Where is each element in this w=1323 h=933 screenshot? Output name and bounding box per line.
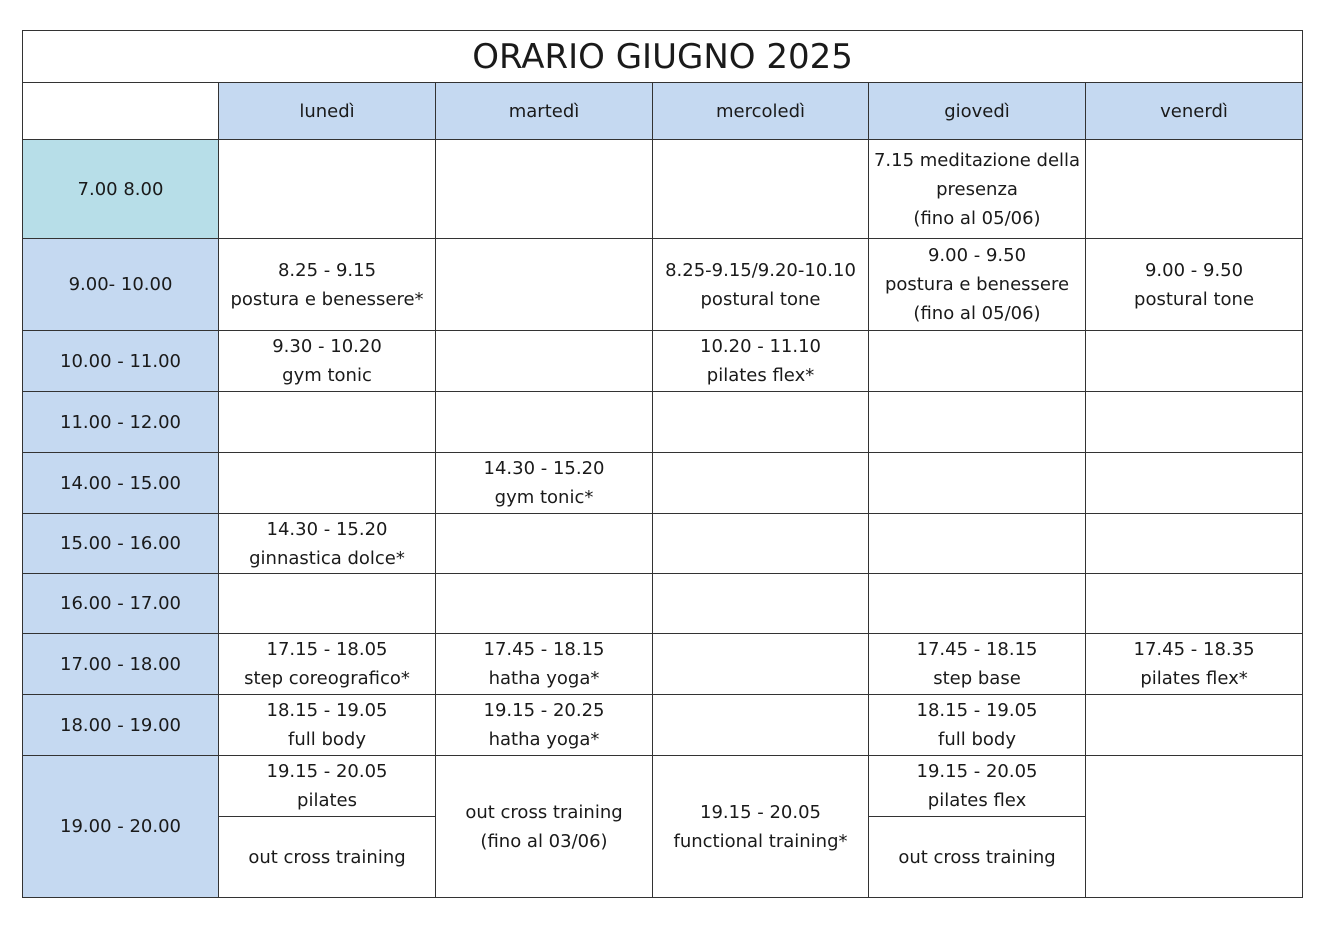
class-cell-empty [653, 634, 869, 695]
class-cell [219, 239, 436, 331]
class-cell-line: 14.30 - 15.20 [266, 518, 388, 540]
class-cell [1086, 239, 1303, 331]
class-cell [219, 331, 436, 392]
class-cell-empty [219, 453, 436, 514]
class-cell [869, 239, 1086, 331]
class-cell-line: pilates flex [927, 790, 1027, 811]
day-header-giovedi: giovedì [869, 83, 1086, 140]
class-cell-line: functional training* [673, 830, 848, 852]
class-cell [869, 756, 1086, 817]
class-cell-line: 8.25-9.15/9.20-10.10 [665, 259, 856, 281]
class-cell-line: 19.15 - 20.05 [916, 761, 1038, 782]
class-cell-line: 17.45 - 18.15 [916, 639, 1038, 660]
class-cell-empty [653, 140, 869, 239]
class-cell-line: 18.15 - 19.05 [916, 700, 1038, 721]
class-cell-line: pilates [297, 790, 357, 811]
class-cell-empty [436, 239, 653, 331]
time-slot-label: 7.00 8.00 [23, 140, 219, 239]
class-cell-empty [1086, 392, 1303, 453]
class-cell-empty [653, 453, 869, 514]
class-cell-line: full body [288, 729, 366, 750]
class-cell [436, 695, 653, 756]
class-cell-line: 9.00 - 9.50 [927, 245, 1027, 266]
day-header-martedi: martedì [436, 83, 653, 140]
class-cell-line: postura e benessere* [230, 288, 424, 310]
time-slot-label: 19.00 - 20.00 [23, 756, 219, 898]
class-cell-line: 17.45 - 18.15 [483, 639, 605, 660]
schedule-title: ORARIO GIUGNO 2025 [23, 31, 1303, 83]
class-cell [1086, 634, 1303, 695]
class-cell-empty [1086, 331, 1303, 392]
class-cell-empty [436, 140, 653, 239]
class-cell-empty [436, 574, 653, 634]
class-cell-line: 7.15 meditazione della [873, 149, 1081, 171]
day-header-venerdi: venerdì [1086, 83, 1303, 140]
class-cell-empty [653, 695, 869, 756]
time-slot-label: 14.00 - 15.00 [23, 453, 219, 514]
time-slot-label: 10.00 - 11.00 [23, 331, 219, 392]
time-slot-label: 15.00 - 16.00 [23, 514, 219, 574]
class-cell-line: presenza [936, 178, 1018, 200]
class-cell-line: pilates flex* [1140, 668, 1248, 689]
class-cell-empty [653, 392, 869, 453]
class-cell [869, 817, 1086, 898]
class-cell-line: postura e benessere [884, 274, 1070, 295]
class-cell-empty [653, 574, 869, 634]
class-cell-line: 9.30 - 10.20 [272, 336, 382, 357]
day-header-lunedi: lunedì [219, 83, 436, 140]
class-cell-line: 14.30 - 15.20 [483, 458, 605, 479]
class-cell-line: step coreografico* [244, 668, 410, 689]
class-cell-line: pilates flex* [706, 365, 815, 386]
class-cell [219, 514, 436, 574]
time-slot-label: 9.00- 10.00 [23, 239, 219, 331]
class-cell-empty [653, 514, 869, 574]
class-cell-line: 19.15 - 20.05 [266, 761, 388, 782]
class-cell [869, 695, 1086, 756]
class-cell-empty [869, 574, 1086, 634]
class-cell-line: 19.15 - 20.25 [483, 700, 605, 721]
day-header-mercoledi: mercoledì [653, 83, 869, 140]
class-cell-empty [1086, 574, 1303, 634]
class-cell-empty [436, 331, 653, 392]
class-cell-line: 18.15 - 19.05 [266, 700, 388, 721]
class-cell-line: (fino al 05/06) [913, 207, 1041, 229]
class-cell-line: hatha yoga* [488, 729, 600, 750]
class-cell [219, 695, 436, 756]
class-cell-line: 19.15 - 20.05 [700, 801, 821, 823]
class-cell [436, 756, 653, 898]
class-cell-line: 9.00 - 9.50 [1144, 259, 1244, 281]
class-cell-line: ginnastica dolce* [249, 547, 405, 569]
class-cell [653, 756, 869, 898]
class-cell [436, 453, 653, 514]
class-cell-line: 17.15 - 18.05 [266, 639, 388, 660]
time-slot-label: 18.00 - 19.00 [23, 695, 219, 756]
class-cell-line: (fino al 03/06) [480, 830, 608, 852]
class-cell-line: out cross training [248, 846, 406, 868]
class-cell [436, 634, 653, 695]
class-cell-line: hatha yoga* [488, 668, 600, 689]
class-cell [869, 140, 1086, 239]
class-cell-empty [219, 574, 436, 634]
class-cell-line: postural tone [1134, 288, 1255, 310]
class-cell-line: full body [938, 729, 1016, 750]
class-cell-line: gym tonic [282, 365, 372, 386]
class-cell-empty [219, 140, 436, 239]
class-cell [869, 634, 1086, 695]
class-cell-empty [1086, 756, 1303, 898]
time-slot-label: 16.00 - 17.00 [23, 574, 219, 634]
class-cell-empty [1086, 695, 1303, 756]
class-cell-empty [869, 392, 1086, 453]
class-cell-line: out cross training [898, 846, 1056, 868]
class-cell-empty [869, 331, 1086, 392]
class-cell-empty [436, 392, 653, 453]
class-cell [653, 239, 869, 331]
class-cell [219, 634, 436, 695]
class-cell [219, 756, 436, 817]
class-cell-empty [436, 514, 653, 574]
schedule-table [22, 30, 1303, 898]
class-cell-empty [1086, 140, 1303, 239]
class-cell-line: (fino al 05/06) [913, 303, 1041, 324]
class-cell-empty [1086, 514, 1303, 574]
class-cell-line: postural tone [700, 288, 821, 310]
class-cell [219, 817, 436, 898]
class-cell-line: out cross training [465, 801, 623, 823]
class-cell-empty [869, 514, 1086, 574]
class-cell-empty [1086, 453, 1303, 514]
corner-cell [23, 83, 219, 140]
class-cell-line: 10.20 - 11.10 [700, 336, 821, 357]
class-cell-line: gym tonic* [494, 487, 594, 508]
time-slot-label: 17.00 - 18.00 [23, 634, 219, 695]
class-cell-empty [219, 392, 436, 453]
time-slot-label: 11.00 - 12.00 [23, 392, 219, 453]
class-cell-line: 17.45 - 18.35 [1133, 639, 1255, 660]
class-cell-empty [869, 453, 1086, 514]
class-cell-line: step base [933, 668, 1021, 689]
class-cell [653, 331, 869, 392]
class-cell-line: 8.25 - 9.15 [277, 259, 377, 281]
